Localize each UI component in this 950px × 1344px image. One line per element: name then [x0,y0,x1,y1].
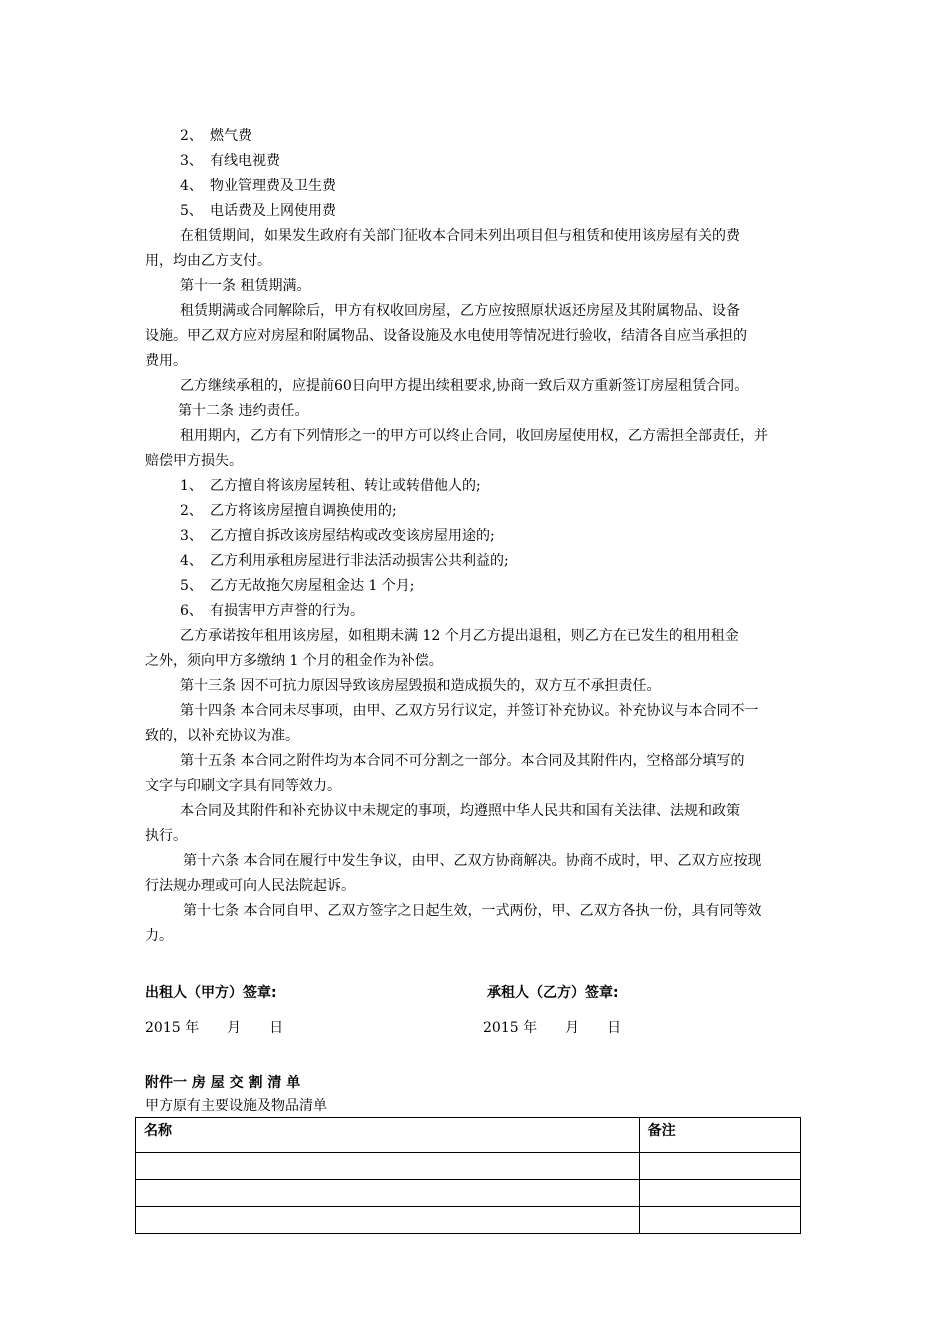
article-12-title: 第十二条 违约责任。 [178,403,309,419]
early-termination-para: 之外，须向甲方多缴纳 1 个月的租金作为补偿。 [145,653,443,669]
breach-item: 1、 乙方擅自将该房屋转租、转让或转借他人的; [180,478,481,494]
table-cell[interactable] [136,1180,640,1207]
table-row [136,1207,801,1234]
table-cell[interactable] [639,1153,800,1180]
column-header-remarks: 备注 [639,1118,800,1153]
table-header-row [136,1118,801,1153]
article-11-renewal: 乙方继续承租的，应提前60日向甲方提出续租要求,协商一致后双方重新签订房屋租赁合同。 [180,378,749,394]
article-11-para: 设施。甲乙双方应对房屋和附属物品、设备设施及水电使用等情况进行验收，结清各自应当承担的 [145,328,747,344]
article-12-intro: 赔偿甲方损失。 [145,453,243,469]
table-cell[interactable] [639,1180,800,1207]
early-termination-para: 乙方承诺按年租用该房屋，如租期未满 12 个月乙方提出退租，则乙方在已发生的租用租金 [180,628,739,644]
column-header-name: 名称 [136,1118,640,1153]
table-cell[interactable] [639,1207,800,1234]
article-11-para: 租赁期满或合同解除后，甲方有权收回房屋，乙方应按照原状返还房屋及其附属物品、设备 [180,303,740,319]
table-row [136,1153,801,1180]
breach-item: 6、 有损害甲方声誉的行为。 [180,603,364,619]
article-12-intro: 租用期内，乙方有下列情形之一的甲方可以终止合同，收回房屋使用权，乙方需担全部责任，并 [180,428,768,444]
article-17: 第十七条 本合同自甲、乙双方签字之日起生效，一式两份，甲、乙双方各执一份，具有同等效 [183,903,762,919]
appendix-subtitle: 甲方原有主要设施及物品清单 [145,1098,327,1114]
para-fees-line: 用，均由乙方支付。 [145,253,271,269]
article-11-para: 费用。 [145,353,187,369]
article-15: 文字与印刷文字具有同等效力。 [145,778,341,794]
article-16: 行法规办理或可向人民法院起诉。 [145,878,355,894]
breach-item: 4、 乙方利用承租房屋进行非法活动损害公共利益的; [180,553,509,569]
law-para: 本合同及其附件和补充协议中未规定的事项，均遵照中华人民共和国有关法律、法规和政策 [180,803,740,819]
para-fees-line: 在租赁期间，如果发生政府有关部门征收本合同未列出项目但与租赁和使用该房屋有关的费 [180,228,740,244]
inventory-table [135,1117,801,1234]
article-13: 第十三条 因不可抗力原因导致该房屋毁损和造成损失的，双方互不承担责任。 [180,678,661,694]
fee-item: 2、 燃气费 [180,128,252,144]
fee-item: 3、 有线电视费 [180,153,280,169]
law-para: 执行。 [145,828,187,844]
fee-item: 5、 电话费及上网使用费 [180,203,336,219]
table-row [136,1180,801,1207]
article-11-title: 第十一条 租赁期满。 [180,278,311,294]
lessor-date: 2015 年 月 日 [145,1020,284,1036]
table-cell[interactable] [136,1153,640,1180]
lessee-date: 2015 年 月 日 [483,1020,622,1036]
lessor-signature-label: 出租人（甲方）签章: [145,985,277,1001]
breach-item: 5、 乙方无故拖欠房屋租金达 1 个月; [180,578,415,594]
breach-item: 3、 乙方擅自拆改该房屋结构或改变该房屋用途的; [180,528,495,544]
breach-item: 2、 乙方将该房屋擅自调换使用的; [180,503,397,519]
article-16: 第十六条 本合同在履行中发生争议，由甲、乙双方协商解决。协商不成时，甲、乙双方应按现 [183,853,762,869]
article-15: 第十五条 本合同之附件均为本合同不可分割之一部分。本合同及其附件内，空格部分填写的 [180,753,745,769]
article-14: 致的，以补充协议为准。 [145,728,299,744]
table-cell[interactable] [136,1207,640,1234]
appendix-title: 附件一 房 屋 交 割 清 单 [145,1075,301,1091]
article-17: 力。 [145,928,173,944]
article-14: 第十四条 本合同未尽事项，由甲、乙双方另行议定，并签订补充协议。补充协议与本合同不一 [180,703,759,719]
lessee-signature-label: 承租人（乙方）签章: [487,985,619,1001]
fee-item: 4、 物业管理费及卫生费 [180,178,336,194]
